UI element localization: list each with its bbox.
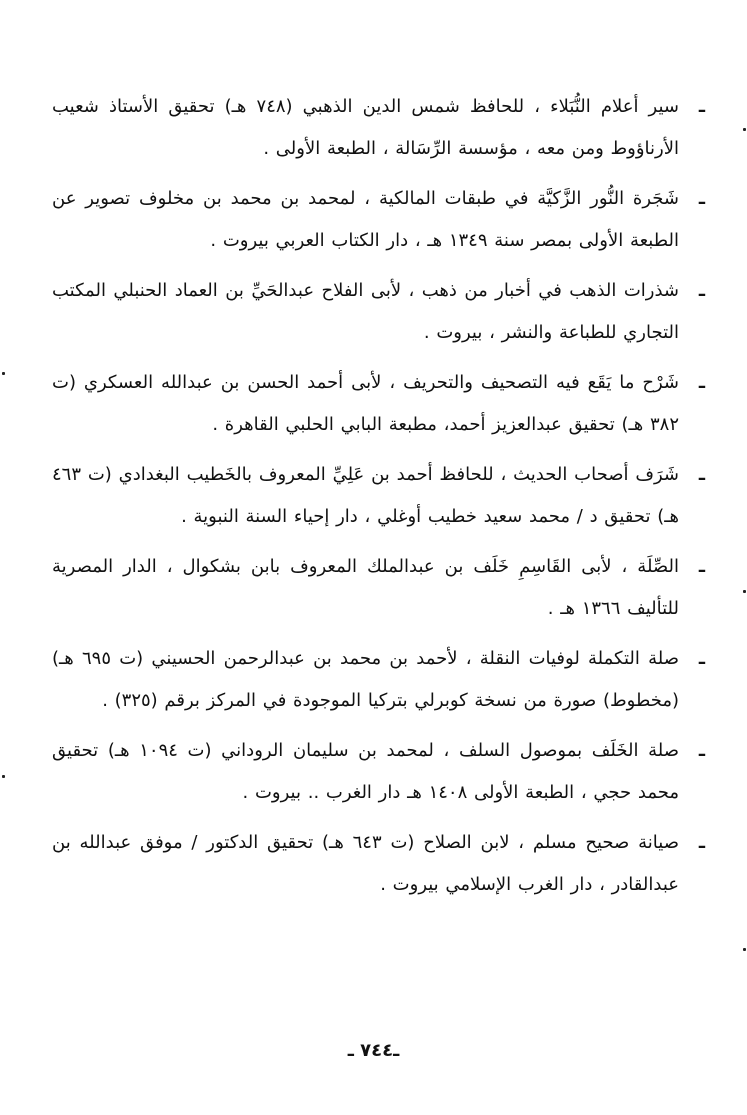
entry-dash: ـ	[698, 556, 705, 577]
entry-dash: ـ	[698, 96, 705, 117]
entry-text: صلة التكملة لوفيات النقلة ، لأحمد بن محمد بن عبدالرحمن الحسيني (ت ٦٩٥ هـ) (مخطوط) صورة من نسخة كوبرلي بتركيا الموجودة في المركز برقم (٣٢٥) .	[52, 648, 679, 711]
scan-speck	[743, 128, 746, 131]
entry-text: الصِّلَة ، لأبى القَاسِمِ خَلَف بن عبدالملك المعروف بابن بشكوال ، الدار المصرية للتأليف ١٣٦٦ هـ .	[52, 556, 679, 619]
scan-speck	[2, 775, 5, 778]
bibliography-entry	[52, 638, 705, 722]
entry-dash: ـ	[698, 188, 705, 209]
bibliography-entry	[52, 362, 705, 446]
entry-dash: ـ	[698, 648, 705, 669]
entry-dash: ـ	[698, 372, 705, 393]
scan-speck	[743, 590, 746, 593]
entry-dash: ـ	[698, 740, 705, 761]
entry-text: صيانة صحيح مسلم ، لابن الصلاح (ت ٦٤٣ هـ) تحقيق الدكتور / موفق عبدالله بن عبدالقادر ، دار الغرب الإسلامي بيروت .	[52, 832, 679, 895]
entry-text: شذرات الذهب في أخبار من ذهب ، لأبى الفلاح عبدالحَيِّ بن العماد الحنبلي المكتب التجاري للطباعة والنشر ، بيروت .	[52, 280, 679, 343]
bibliography-entry	[52, 546, 705, 630]
bibliography-entry	[52, 454, 705, 538]
bibliography-entry	[52, 822, 705, 906]
bibliography-entry	[52, 178, 705, 262]
entry-text: شَرَف أصحاب الحديث ، للحافظ أحمد بن عَلِيِّ المعروف بالخَطيب البغدادي (ت ٤٦٣ هـ) تحقيق د / محمد سعيد خطيب أوغلي ، دار إحياء السنة النبوية .	[52, 464, 679, 527]
entry-dash: ـ	[698, 832, 705, 853]
bibliography-entry	[52, 730, 705, 814]
bibliography-list	[52, 86, 705, 914]
bibliography-entry	[52, 270, 705, 354]
entry-text: سير أعلام النُّبَلاء ، للحافظ شمس الدين الذهبي (٧٤٨ هـ) تحقيق الأستاذ شعيب الأرناؤوط ومن معه ، مؤسسة الرِّسَالة ، الطبعة الأولى .	[52, 96, 679, 159]
entry-dash: ـ	[698, 280, 705, 301]
scan-speck	[743, 948, 746, 951]
entry-dash: ـ	[698, 464, 705, 485]
scan-speck	[2, 372, 5, 375]
bibliography-entry	[52, 86, 705, 170]
page-number: ـ٧٤٤ ـ	[347, 1040, 400, 1061]
entry-text: شَجَرة النُّور الزَّكيَّة في طبقات المالكية ، لمحمد بن محمد بن مخلوف تصوير عن الطبعة الأولى بمصر سنة ١٣٤٩ هـ ، دار الكتاب العربي بيروت .	[52, 188, 679, 251]
entry-text: شَرْح ما يَقَع فيه التصحيف والتحريف ، لأبى أحمد الحسن بن عبدالله العسكري (ت ٣٨٢ هـ) تحقيق عبدالعزيز أحمد، مطبعة البابي الحلبي القاهرة .	[52, 372, 679, 435]
entry-text: صلة الخَلَف بموصول السلف ، لمحمد بن سليمان الروداني (ت ١٠٩٤ هـ) تحقيق محمد حجي ، الطبعة الأولى ١٤٠٨ هـ دار الغرب .. بيروت .	[52, 740, 679, 803]
